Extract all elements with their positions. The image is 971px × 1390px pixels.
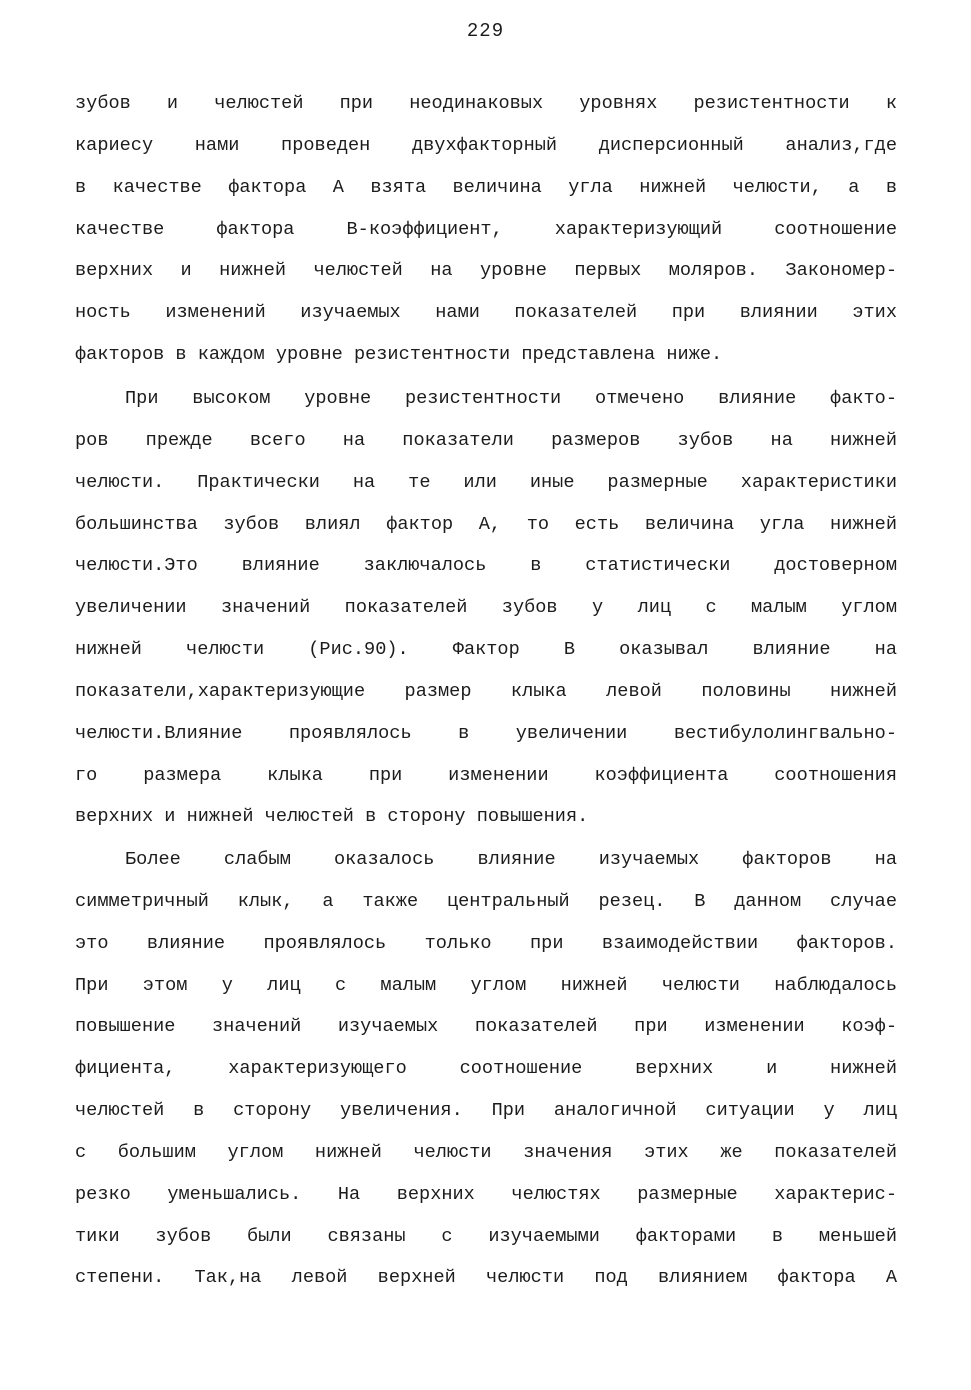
text-line: го размера клыка при изменении коэффициента соотношения: [75, 764, 897, 786]
text-line: с большим углом нижней челюсти значения этих же показателей: [75, 1141, 897, 1163]
text-line: это влияние проявлялось только при взаимодействии факторов.: [75, 932, 897, 954]
text-line: симметричный клык, а также центральный резец. В данном случае: [75, 890, 897, 912]
text-line: увеличении значений показателей зубов у лиц с малым углом: [75, 597, 897, 619]
text-line: челюсти.Влияние проявлялось в увеличении вестибулолингвально-: [75, 722, 897, 744]
text-line: в качестве фактора А взята величина угла нижней челюсти, а в: [75, 176, 897, 198]
text-line: фициента, характеризующего соотношение верхних и нижней: [75, 1058, 897, 1080]
page-number: 229: [466, 20, 505, 42]
text-line: качестве фактора В-коэффициент, характеризующий соотношение: [75, 218, 897, 240]
text-line: челюсти.Это влияние заключалось в статистически достоверном: [75, 555, 897, 577]
text-line: челюстей в сторону увеличения. При аналогичной ситуации у лиц: [75, 1100, 897, 1122]
text-line: верхних и нижней челюстей в сторону повышения.: [75, 806, 589, 828]
text-line: Более слабым оказалось влияние изучаемых факторов на: [125, 849, 897, 870]
text-line: показатели,характеризующие размер клыка левой половины нижней: [75, 680, 897, 702]
text-line: резко уменьшались. На верхних челюстях размерные характерис-: [75, 1183, 897, 1205]
text-line: тики зубов были связаны с изучаемыми факторами в меньшей: [75, 1225, 897, 1247]
paragraph-3: [75, 839, 897, 1299]
text-line: При высоком уровне резистентности отмечено влияние факто-: [125, 388, 897, 409]
text-line: повышение значений изучаемых показателей при изменении коэф-: [75, 1016, 897, 1038]
text-line: ность изменений изучаемых нами показателей при влиянии этих: [75, 302, 897, 324]
text-line: кариесу нами проведен двухфакторный дисперсионный анализ,где: [75, 134, 897, 156]
text-line: При этом у лиц с малым углом нижней челюсти наблюдалось: [75, 974, 897, 996]
text-line: степени. Так,на левой верхней челюсти под влиянием фактора А: [75, 1267, 897, 1289]
text-line: зубов и челюстей при неодинаковых уровнях резистентности к: [75, 93, 897, 114]
text-line: факторов в каждом уровне резистентности представлена ниже.: [75, 344, 723, 366]
text-line: большинства зубов влиял фактор А, то есть величина угла нижней: [75, 513, 897, 535]
text-line: челюсти. Практически на те или иные размерные характеристики: [75, 471, 897, 493]
text-line: нижней челюсти (Рис.90). Фактор В оказывал влияние на: [75, 639, 897, 661]
paragraph-1: [75, 83, 897, 376]
paragraph-2: [75, 378, 897, 838]
text-line: ров прежде всего на показатели размеров зубов на нижней: [75, 429, 897, 451]
text-line: верхних и нижней челюстей на уровне первых моляров. Закономер-: [75, 260, 897, 282]
